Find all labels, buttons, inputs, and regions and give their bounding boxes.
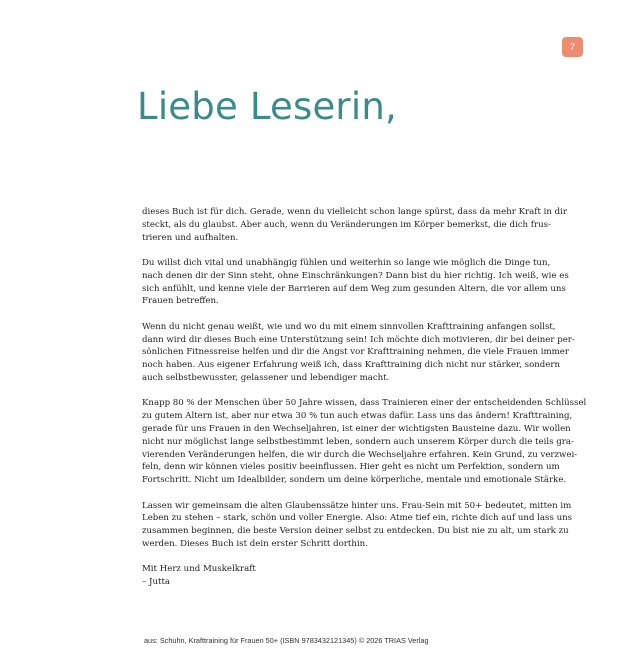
text-line: feln, denn wir können vieles positiv beeinflussen. Hier geht es nicht um Perfektion, sondern um xyxy=(142,462,560,473)
letter-body xyxy=(142,206,587,589)
text-line: dieses Buch ist für dich. Gerade, wenn du vielleicht schon lange spürst, dass da mehr Kraft in dir xyxy=(142,207,567,217)
text-line: sich anfühlt, und kenne viele der Barrieren auf dem Weg zum gesunden Altern, die vor allem uns xyxy=(142,283,566,294)
text-line: Wenn du nicht genau weißt, wie und wo du mit einem sinnvollen Krafttraining anfangen sollst, xyxy=(142,321,556,332)
letter-closing xyxy=(142,563,554,589)
text-line: nach denen dir der Sinn steht, ohne Einschränkungen? Dann bist du hier richtig. Ich weiß, wie es xyxy=(142,270,569,281)
text-line: Du willst dich vital und unabhängig fühlen und weiterhin so lange wie möglich die Dinge tun, xyxy=(142,257,551,268)
text-line: dann wird dir dieses Buch eine Unterstützung sein! Ich möchte dich motivieren, dir bei deiner per- xyxy=(142,334,575,345)
text-line: auch selbstbewusster, gelassener und lebendiger macht. xyxy=(142,372,390,383)
text-line: trieren und aufhalten. xyxy=(142,232,239,243)
text-line: steckt, als du glaubst. Aber auch, wenn du Veränderungen im Körper bemerkst, die dich frus- xyxy=(142,219,551,230)
page-number-badge: 7 xyxy=(562,37,583,57)
text-line: gerade für uns Frauen in den Wechseljahren, ist einer der wichtigsten Bausteine dazu. Wir wollen xyxy=(142,423,571,434)
page-heading: Liebe Leserin, xyxy=(137,85,397,128)
source-footer: aus: Schuhn, Krafttraining für Frauen 50+ (ISBN 9783432121345) © 2026 TRIAS Verlag xyxy=(144,636,429,645)
text-line: zu gutem Altern ist, aber nur etwa 30 % tun auch etwas dafür. Lass uns das ändern! Krafttraining, xyxy=(142,411,573,422)
paragraph-4 xyxy=(142,397,587,487)
paragraph-2 xyxy=(142,257,569,308)
text-line: noch haben. Aus eigener Erfahrung weiß ich, dass Krafttraining dich nicht nur stärker, sondern xyxy=(142,360,561,371)
paragraph-5 xyxy=(142,500,573,551)
text-line: nicht nur möglichst lange selbstbestimmt leben, sondern auch unserem Körper durch die teils gra- xyxy=(142,436,574,447)
text-line: Leben zu stehen – stark, schön und voller Energie. Also: Atme tief ein, richte dich auf und lass uns xyxy=(142,513,573,524)
paragraph-1 xyxy=(142,206,567,244)
text-line: Lassen wir gemeinsam die alten Glaubenssätze hinter uns. Frau-Sein mit 50+ bedeutet, mitten im xyxy=(142,500,572,511)
author-signature: – Jutta xyxy=(142,577,171,588)
text-line: Fortschritt. Nicht um Idealbilder, sondern um deine körperliche, mentale und emotionale Stärke. xyxy=(142,475,567,486)
text-line: sönlichen Fitnessreise helfen und dir die Angst vor Krafttraining nehmen, die viele Frauen immer xyxy=(142,347,569,358)
paragraph-3 xyxy=(142,321,575,385)
text-line: zusammen beginnen, die beste Version deiner selbst zu entdecken. Du bist nie zu alt, um stark zu xyxy=(142,526,569,537)
closing-salutation: Mit Herz und Muskelkraft xyxy=(142,564,256,575)
text-line: vierenden Veränderungen helfen, die wir durch die Wechseljahre erfahren. Kein Grund, zu verzwei- xyxy=(142,449,578,460)
text-line: Knapp 80 % der Menschen über 50 Jahre wissen, dass Trainieren einer der entscheidenden Schlüssel xyxy=(142,398,587,409)
text-line: Frauen betreffen. xyxy=(142,296,219,307)
text-line: werden. Dieses Buch ist dein erster Schritt dorthin. xyxy=(142,538,368,549)
